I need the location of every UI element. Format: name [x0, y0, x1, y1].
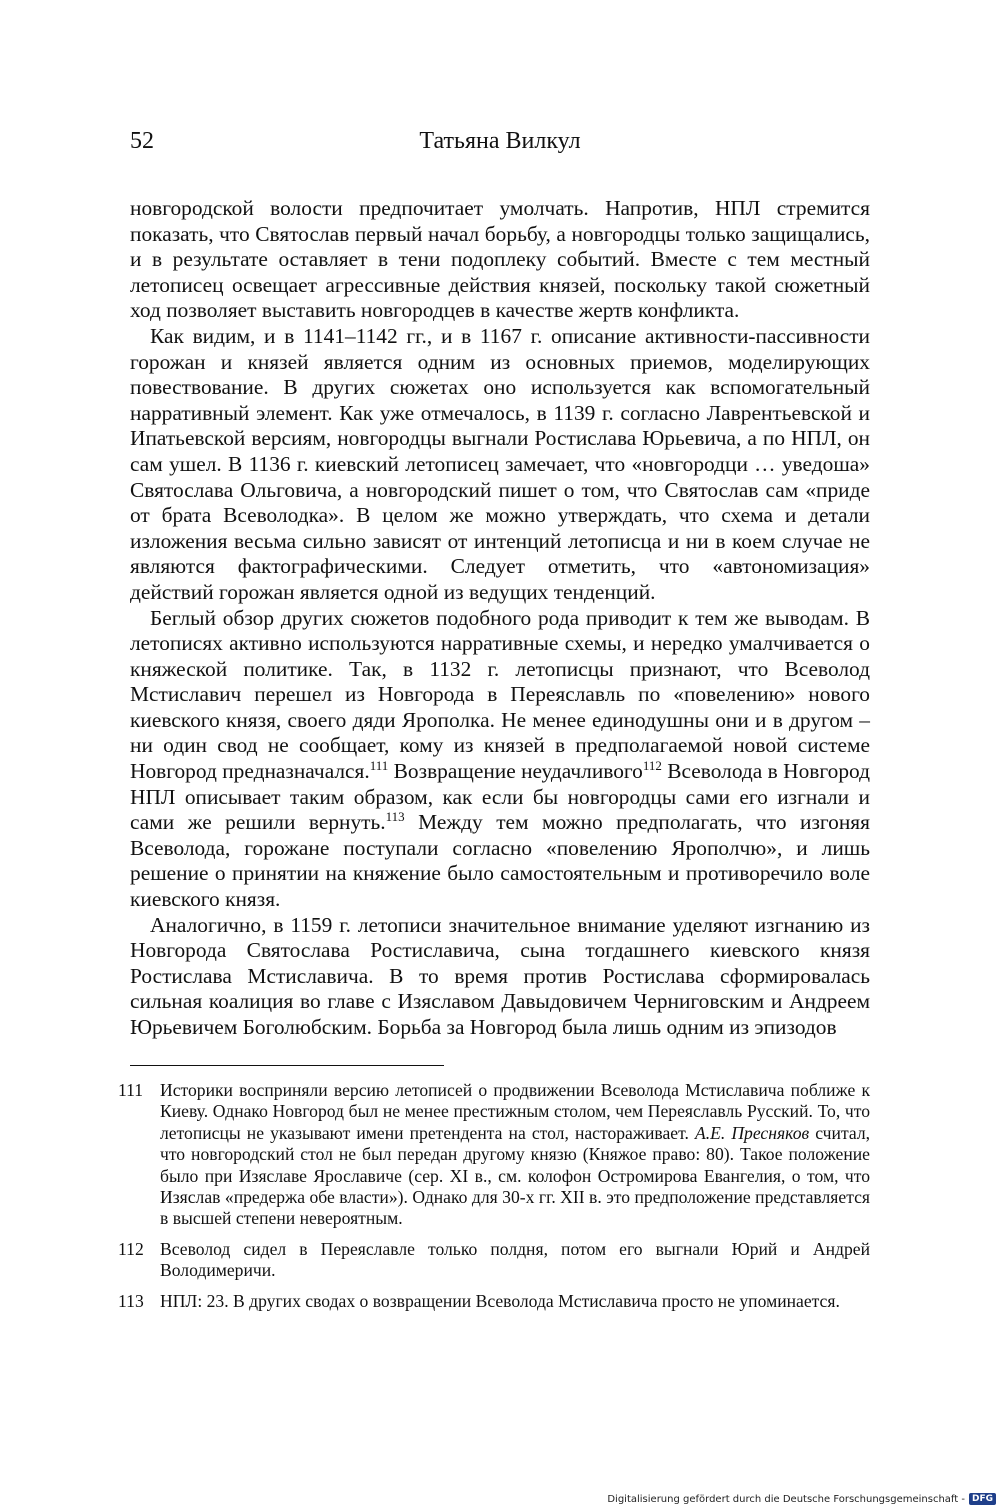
page-header: [130, 128, 870, 168]
paragraph-4: Аналогично, в 1159 г. летописи значительное внимание уделяют изгнанию из Новгорода Святослава Ростиславича, сына тогдашнего киевского князя Ростислава Мстиславича. В то время против Ростислава сформировалась сильная коалиция во главе с Изяславом Давыдовичем Черниговским и Андреем Юрьевичем Боголюбским. Борьба за Новгород была лишь одним из эпизодов: [130, 912, 870, 1039]
footnote-text: [160, 1080, 870, 1230]
paragraph-3-part-b: Возвращение неудачливого: [388, 759, 643, 784]
footnote-113: [118, 1291, 870, 1312]
footnote-111: [118, 1080, 870, 1230]
body-text: [130, 196, 870, 1041]
footnote-112: [118, 1239, 870, 1282]
footnote-ref-111[interactable]: 111: [369, 758, 389, 774]
paragraph-3-part-a: Беглый обзор других сюжетов подобного рода приводит к тем же выводам. В летописях активно используются нарративные схемы, и нередко умалчивается о княжеской политике. Так, в 1132 г. летописцы признают, что Всеволод Мстиславич перешел из Новгорода в Переяславль по «повелению» нового киевского князя, своего дяди Ярополка. Не менее единодушны они и в другом – ни один свод не сообщает, кому из князей в предполагаемой новой системе Новгород предназначался.: [130, 605, 870, 784]
footnote-ref-112[interactable]: 112: [642, 758, 662, 774]
footnote-text-a: Историки восприняли версию летописей о продвижении Всеволода Мстиславича поближе к Киеву. Однако Новгород был не менее престижным столом, чем Переяславль Русский. То, что летописцы не указывают имени претендента на стол, настораживает.: [160, 1080, 870, 1143]
paragraph-1: новгородской волости предпочитает умолчать. Напротив, НПЛ стремится показать, что Святослав первый начал борьбу, а новгородцы только защищались, и в результате оставляет в тени подоплеку событий. Вместе с тем местный летописец освещает агрессивные действия князей, поскольку такой сюжетный ход позволяет выставить новгородцев в качестве жертв конфликта.: [130, 196, 870, 323]
dfg-logo: DFG: [969, 1493, 996, 1505]
page-number: 52: [130, 128, 154, 154]
paragraph-3-part-c: Всеволода в Новгород НПЛ описывает таким образом, как если бы новгородцы сами его изгнали и сами же решили вернуть.: [130, 759, 870, 835]
footnote-divider: [130, 1065, 444, 1066]
paragraph-3-part-d: Между тем можно предполагать, что изгоняя Всеволода, горожане поступали согласно «повелению Ярополчю», и лишь решение о принятии на княжение было самостоятельным и противоречило воле киевского князя.: [130, 810, 870, 912]
credit-text: Digitalisierung gefördert durch die Deutsche Forschungsgemeinschaft -: [607, 1493, 965, 1505]
footnotes: [118, 1080, 870, 1321]
digitization-credit: [607, 1493, 996, 1505]
footnote-text-b: считал, что новгородский стол не был передан другому князю (Княжое право: 80). Такое положение было при Изяславе Ярославиче (сер. XI в., см. колофон Остромирова Евангелия, о том, что Изяслав «предержа обе власти»). Однако для 30-х гг. XII в. это предположение представляется в высшей степени невероятным.: [160, 1122, 870, 1229]
footnote-ref-113[interactable]: 113: [385, 809, 405, 825]
paragraph-2: Как видим, и в 1141–1142 гг., и в 1167 г. описание активности-пассивности горожан и князей является одним из основных приемов, моделирующих повествование. В других сюжетах оно используется как вспомогательный нарративный элемент. Как уже отмечалось, в 1139 г. согласно Лаврентьевской и Ипатьевской версиям, новгородцы выгнали Ростислава Юрьевича, а по НПЛ, он сам ушел. В 1136 г. киевский летописец замечает, что «новгородци … уведоша» Святослава Ольговича, а новгородский пишет о том, что Святослав сам «приде от брата Всеволодка». В целом же можно утверждать, что схема и детали изложения весьма сильно зависят от интенций летописца и ни в коем случае не являются фактографическими. Следует отметить, что «автономизация» действий горожан является одной из ведущих тенденций.: [130, 323, 870, 604]
running-title: Татьяна Вилкул: [419, 128, 581, 154]
footnote-number: 112: [118, 1238, 144, 1259]
footnote-number: 113: [118, 1290, 144, 1311]
footnote-text: Всеволод сидел в Переяславле только полдня, потом его выгнали Юрий и Андрей Володимеричи.: [160, 1238, 870, 1281]
footnote-number: 111: [118, 1080, 144, 1100]
footnote-italic-author: А.Е. Пресняков: [694, 1122, 810, 1143]
footnote-text: НПЛ: 23. В других сводах о возвращении Всеволода Мстиславича просто не упоминается.: [160, 1290, 840, 1311]
paragraph-3: [130, 606, 870, 913]
